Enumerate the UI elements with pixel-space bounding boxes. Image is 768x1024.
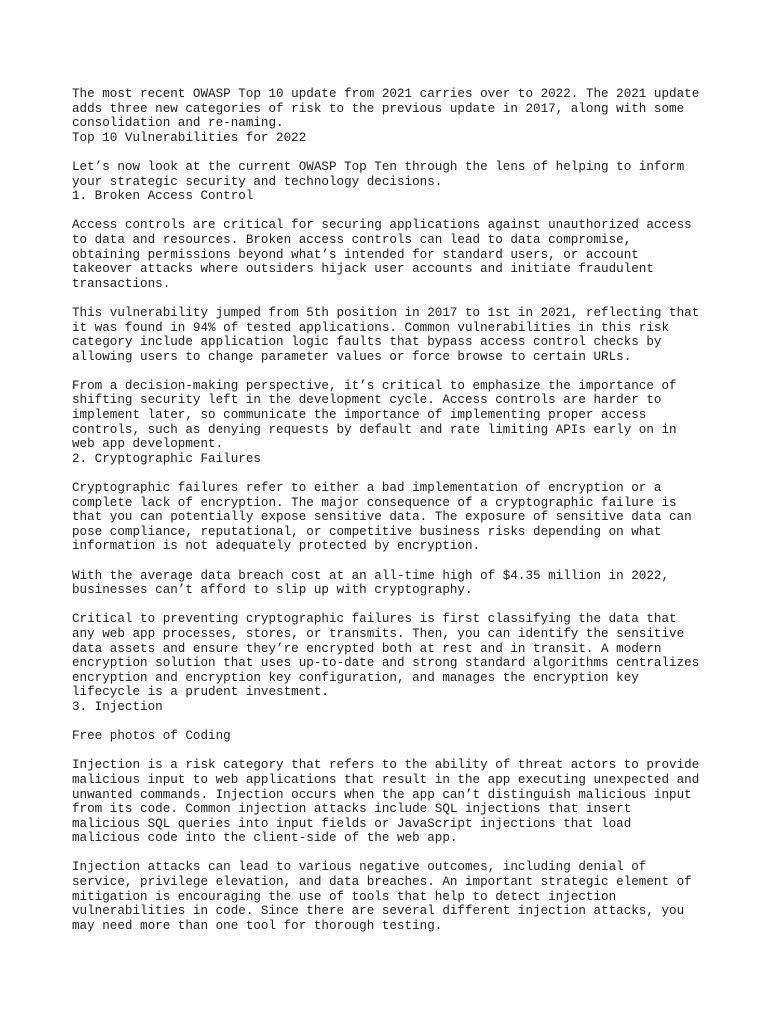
paragraph [72, 612, 712, 700]
paragraph [72, 379, 712, 452]
paragraph-line: it was found in 94% of tested applications. Common vulnerabilities in this risk [72, 320, 670, 335]
paragraph-gap [72, 846, 712, 861]
paragraph-line: pose compliance, reputational, or competitive business risks depending on what [72, 524, 662, 539]
paragraph-line: This vulnerability jumped from 5th position in 2017 to 1st in 2021, reflecting that [72, 305, 700, 320]
heading-text: 2. Cryptographic Failures [72, 451, 261, 466]
heading-text: 3. Injection [72, 699, 163, 714]
paragraph-line: businesses can’t afford to slip up with cryptography. [72, 583, 473, 598]
paragraph-line: encryption and encryption key configuration, and manages the encryption key [72, 670, 639, 685]
paragraph-gap [72, 364, 712, 379]
paragraph-line: mitigation is encouraging the use of tools that help to detect injection [72, 889, 617, 904]
paragraph-line: category include application logic faults that bypass access control checks by [72, 335, 662, 350]
paragraph-line: takeover attacks where outsiders hijack user accounts and initiate fraudulent [72, 262, 654, 277]
paragraph-line: your strategic security and technology decisions. [72, 174, 443, 189]
paragraph-line: Let’s now look at the current OWASP Top Ten through the lens of helping to inform [72, 159, 685, 174]
paragraph-gap [72, 554, 712, 569]
paragraph [72, 306, 712, 364]
paragraph-line: complete lack of encryption. The major consequence of a cryptographic failure is [72, 495, 677, 510]
paragraph-line: controls, such as denying requests by default and rate limiting APIs early on in [72, 422, 677, 437]
paragraph-line: Injection attacks can lead to various negative outcomes, including denial of [72, 860, 647, 875]
paragraph-line: malicious input to web applications that result in the app executing unexpected and [72, 772, 700, 787]
paragraph [72, 218, 712, 291]
paragraph-line: malicious SQL queries into input fields or JavaScript injections that load [72, 816, 632, 831]
paragraph-line: service, privilege elevation, and data breaches. An important strategic element of [72, 875, 692, 890]
section-heading [72, 131, 712, 146]
section-heading [72, 189, 712, 204]
paragraph [72, 729, 712, 744]
paragraph-gap [72, 715, 712, 730]
paragraph-line: From a decision-making perspective, it’s critical to emphasize the importance of [72, 378, 677, 393]
paragraph-line: vulnerabilities in code. Since there are several different injection attacks, you [72, 904, 685, 919]
paragraph-line: information is not adequately protected by encryption. [72, 539, 481, 554]
paragraph-line: data assets and ensure they’re encrypted both at rest and in transit. A modern [72, 641, 662, 656]
paragraph-line: adds three new categories of risk to the previous update in 2017, along with some [72, 101, 685, 116]
paragraph-line: Cryptographic failures refer to either a bad implementation of encryption or a [72, 481, 662, 496]
paragraph-line: consolidation and re-naming. [72, 116, 284, 131]
paragraph [72, 481, 712, 554]
paragraph-line: may need more than one tool for thorough testing. [72, 918, 443, 933]
paragraph-gap [72, 145, 712, 160]
section-heading [72, 452, 712, 467]
paragraph [72, 87, 712, 131]
paragraph-gap [72, 291, 712, 306]
paragraph-line: obtaining permissions beyond what’s intended for standard users, or account [72, 247, 639, 262]
paragraph-line: The most recent OWASP Top 10 update from 2021 carries over to 2022. The 2021 update [72, 87, 700, 101]
paragraph-line: any web app processes, stores, or transmits. Then, you can identify the sensitive [72, 626, 685, 641]
heading-text: 1. Broken Access Control [72, 189, 254, 204]
paragraph-line: implement later, so communicate the importance of implementing proper access [72, 408, 647, 423]
paragraph-line: With the average data breach cost at an all-time high of $4.35 million in 2022, [72, 568, 670, 583]
paragraph [72, 569, 712, 598]
paragraph-line: transactions. [72, 276, 171, 291]
section-heading [72, 700, 712, 715]
paragraph-gap [72, 744, 712, 759]
paragraph-line: Critical to preventing cryptographic failures is first classifying the data that [72, 612, 677, 627]
paragraph-line: Injection is a risk category that refers to the ability of threat actors to provide [72, 758, 700, 773]
paragraph-line: unwanted commands. Injection occurs when the app can’t distinguish malicious input [72, 787, 692, 802]
paragraph [72, 160, 712, 189]
paragraph [72, 860, 712, 933]
paragraph-line: malicious code into the client-side of the web app. [72, 831, 458, 846]
paragraph-line: Free photos of Coding [72, 729, 231, 744]
document-body [72, 87, 712, 933]
paragraph-gap [72, 598, 712, 613]
paragraph [72, 758, 712, 846]
paragraph-line: to data and resources. Broken access controls can lead to data compromise, [72, 232, 632, 247]
paragraph-line: web app development. [72, 437, 224, 452]
paragraph-line: shifting security left in the development cycle. Access controls are harder to [72, 393, 662, 408]
paragraph-line: encryption solution that uses up-to-date and strong standard algorithms centralizes [72, 656, 700, 671]
paragraph-line: lifecycle is a prudent investment. [72, 685, 329, 700]
paragraph-line: allowing users to change parameter values or force browse to certain URLs. [72, 349, 632, 364]
heading-text: Top 10 Vulnerabilities for 2022 [72, 130, 307, 145]
paragraph-line: Access controls are critical for securing applications against unauthorized access [72, 218, 692, 233]
paragraph-line: that you can potentially expose sensitive data. The exposure of sensitive data can [72, 510, 692, 525]
paragraph-line: from its code. Common injection attacks include SQL injections that insert [72, 802, 632, 817]
paragraph-gap [72, 466, 712, 481]
paragraph-gap [72, 204, 712, 219]
